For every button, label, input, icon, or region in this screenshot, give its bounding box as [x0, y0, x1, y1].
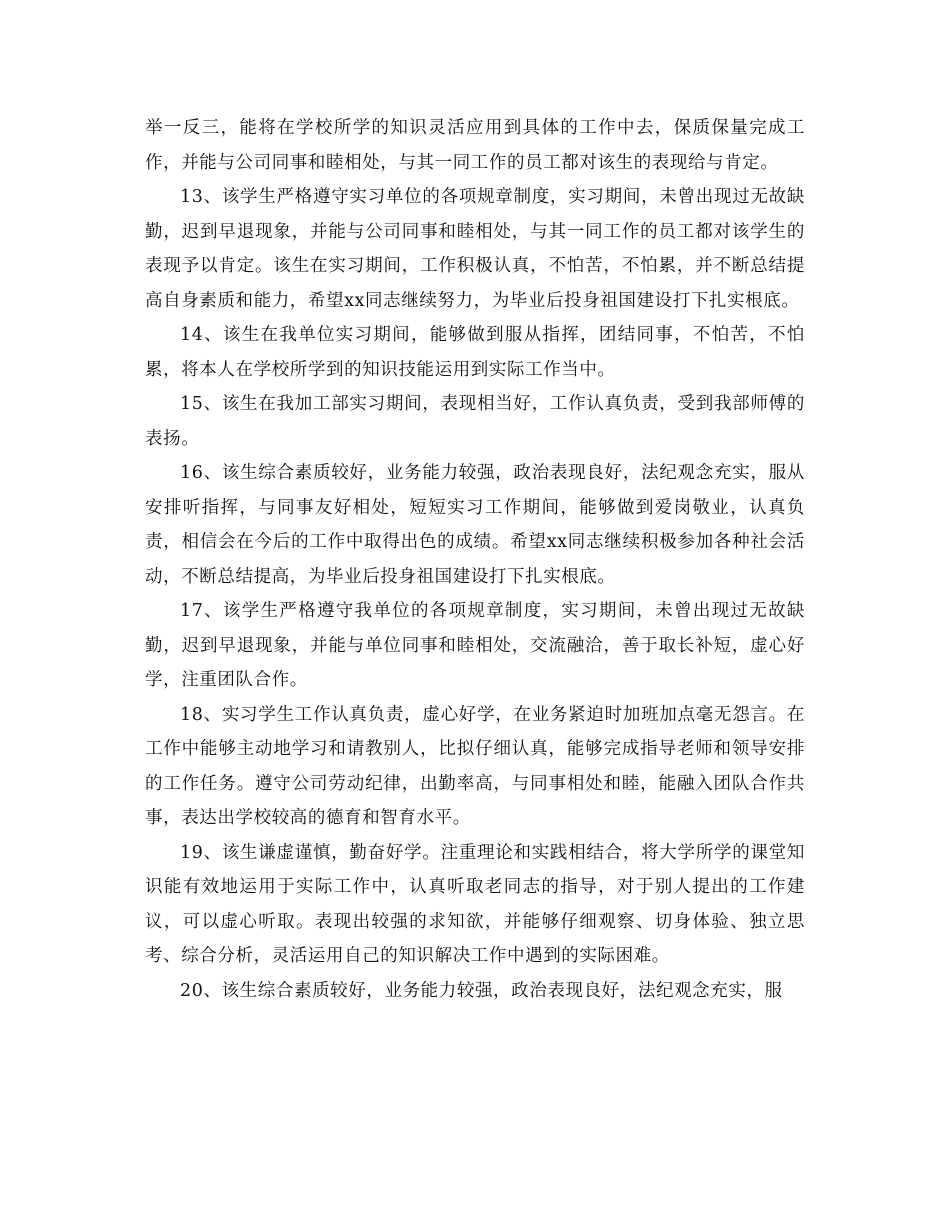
paragraph-item-13: 13、该学生严格遵守实习单位的各项规章制度，实习期间，未曾出现过无故缺勤，迟到早退现象，并能与公司同事和睦相处，与其一同工作的员工都对该学生的表现予以肯定。该生在实习期间，工作积极认真，不怕苦，不怕累，并不断总结提高自身素质和能力，希望xx同志继续努力，为毕业后投身祖国建设打下扎实根底。	[145, 187, 805, 311]
paragraph-item-19: 19、该生谦虚谨慎，勤奋好学。注重理论和实践相结合，将大学所学的课堂知识能有效地运用于实际工作中，认真听取老同志的指导，对于别人提出的工作建议，可以虚心听取。表现出较强的求知欲，并能够仔细观察、切身体验、独立思考、综合分析，灵活运用自己的知识解决工作中遇到的实际困难。	[145, 842, 805, 966]
paragraph-item-17: 17、该学生严格遵守我单位的各项规章制度，实习期间，未曾出现过无故缺勤，迟到早退现象，并能与单位同事和睦相处，交流融洽，善于取长补短，虚心好学，注重团队合作。	[145, 601, 805, 690]
paragraph-continuation: 举一反三，能将在学校所学的知识灵活应用到具体的工作中去，保质保量完成工作，并能与公司同事和睦相处，与其一同工作的员工都对该生的表现给与肯定。	[145, 118, 805, 173]
paragraph-item-18: 18、实习学生工作认真负责，虚心好学，在业务紧迫时加班加点毫无怨言。在工作中能够主动地学习和请教别人，比拟仔细认真，能够完成指导老师和领导安排的工作任务。遵守公司劳动纪律，出勤率高，与同事相处和睦，能融入团队合作共事，表达出学校较高的德育和智育水平。	[145, 704, 805, 828]
paragraph-item-20: 20、该生综合素质较好，业务能力较强，政治表现良好，法纪观念充实，服	[180, 980, 783, 1001]
paragraph-item-15: 15、该生在我加工部实习期间，表现相当好，工作认真负责，受到我部师傅的表扬。	[145, 394, 805, 449]
document-body	[145, 111, 805, 1008]
paragraph-item-14: 14、该生在我单位实习期间，能够做到服从指挥，团结同事，不怕苦，不怕累，将本人在学校所学到的知识技能运用到实际工作当中。	[145, 325, 805, 380]
paragraph-item-16: 16、该生综合素质较好，业务能力较强，政治表现良好，法纪观念充实，服从安排听指挥，与同事友好相处，短短实习工作期间，能够做到爱岗敬业，认真负责，相信会在今后的工作中取得出色的成绩。希望xx同志继续积极参加各种社会活动，不断总结提高，为毕业后投身祖国建设打下扎实根底。	[145, 463, 805, 587]
